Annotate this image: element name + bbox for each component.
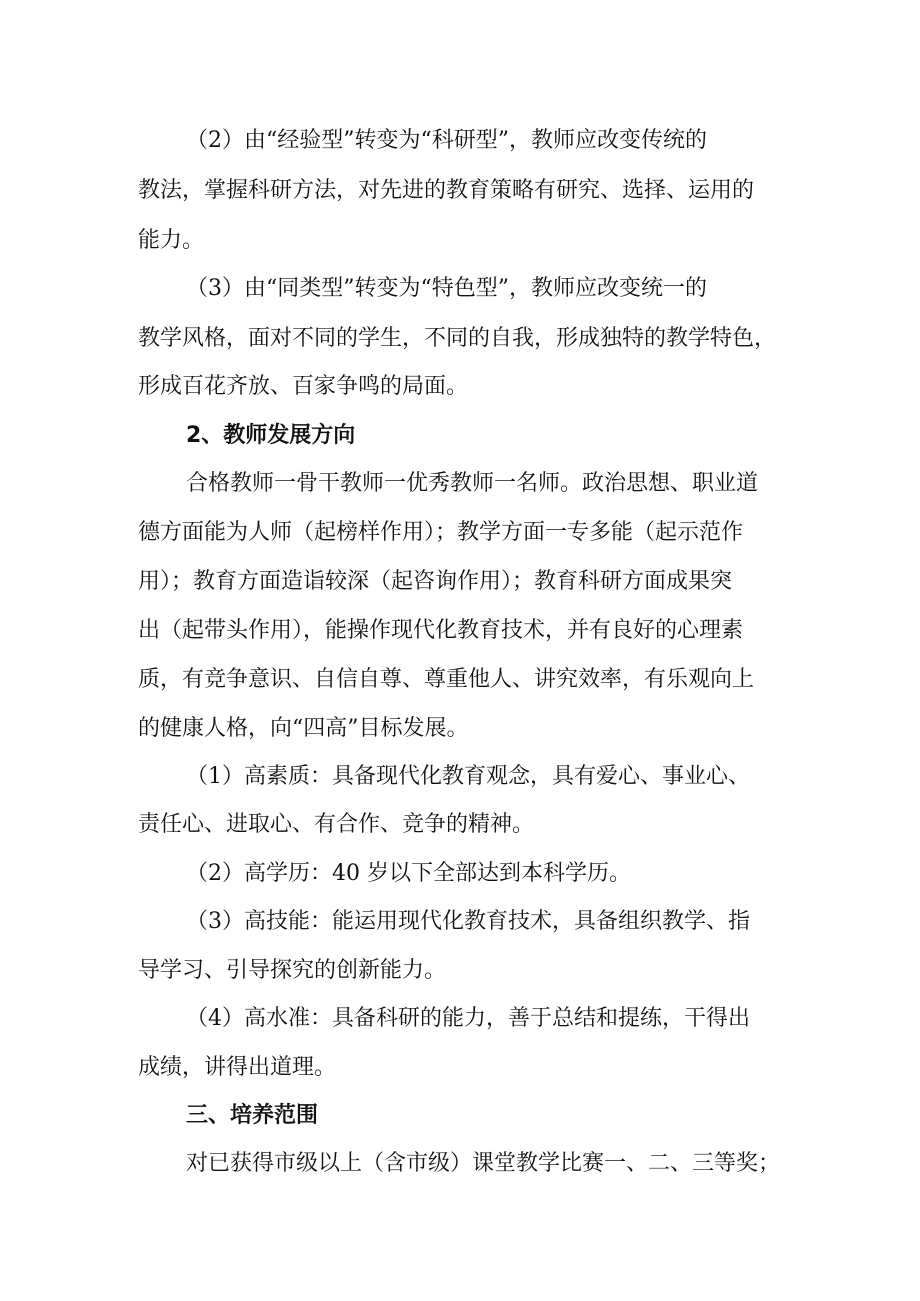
paragraph-line-9: 用）；教育方面造诣较深（起咨询作用）；教育科研方面成果突 [138, 569, 733, 594]
section-heading-training-scope: 三、培养范围 [186, 1103, 319, 1128]
paragraph-line-12: 的健康人格，向“四高”目标发展。 [138, 716, 469, 741]
paragraph-line-10: 出（起带头作用），能操作现代化教育技术，并有良好的心理素 [138, 618, 744, 643]
paragraph-line-15: （2）高学历：40 岁以下全部达到本科学历。 [186, 861, 631, 886]
paragraph-line-6: 形成百花齐放、百家争鸣的局面。 [138, 374, 469, 399]
paragraph-line-14: 责任心、进取心、有合作、竞争的精神。 [138, 812, 535, 837]
paragraph-line-8: 德方面能为人师（起榜样作用）；教学方面一专多能（起示范作 [138, 520, 744, 545]
paragraph-line-13: （1）高素质：具备现代化教育观念，具有爱心、事业心、 [186, 764, 750, 789]
paragraph-line-5: 教学风格，面对不同的学生，不同的自我，形成独特的教学特色， [138, 326, 777, 351]
paragraph-line-11: 质，有竞争意识、自信自尊、尊重他人、讲究效率，有乐观向上 [138, 667, 755, 692]
paragraph-line-3: 能力。 [138, 228, 205, 253]
paragraph-line-16: （3）高技能：能运用现代化教育技术，具备组织教学、指 [186, 909, 750, 934]
paragraph-line-4: （3）由“同类型”转变为“特色型”，教师应改变统一的 [186, 276, 707, 301]
paragraph-line-1: （2）由“经验型”转变为“科研型”，教师应改变传统的 [186, 128, 707, 153]
section-heading-development-direction: 2、教师发展方向 [186, 423, 356, 448]
paragraph-line-18: （4）高水准：具备科研的能力，善于总结和提练，干得出 [186, 1006, 750, 1031]
paragraph-line-17: 导学习、引导探究的创新能力。 [138, 958, 447, 983]
paragraph-line-7: 合格教师一骨干教师一优秀教师一名师。政治思想、职业道 [186, 471, 759, 496]
paragraph-line-20: 对已获得市级以上（含市级）课堂教学比赛一、二、三等奖； [186, 1151, 781, 1176]
paragraph-line-2: 教法，掌握科研方法，对先进的教育策略有研究、选择、运用的 [138, 178, 755, 203]
paragraph-line-19: 成绩，讲得出道理。 [138, 1055, 337, 1080]
